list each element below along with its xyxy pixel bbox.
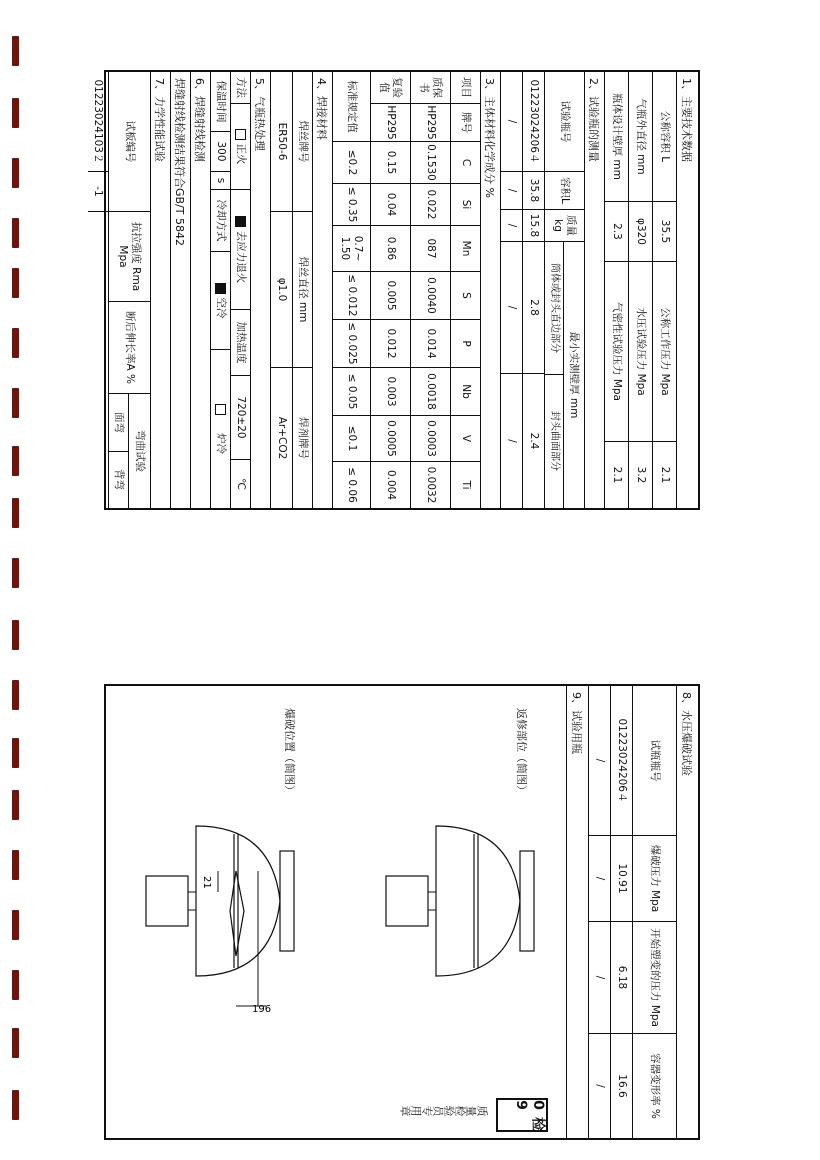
- bottle-foot-ring: [520, 851, 534, 951]
- burst-col-yield: 开始塑变的压力 Mpa: [633, 922, 676, 1034]
- mech-col-elongation: 断后伸长率A %: [109, 302, 150, 394]
- binding-mark: [12, 328, 19, 358]
- binding-mark: [12, 446, 19, 476]
- burst-row: [588, 686, 610, 1138]
- chem-head: 牌号: [451, 104, 480, 142]
- binding-mark: [12, 970, 19, 1000]
- thickness-cylinder: 2.8: [523, 242, 544, 374]
- section-5-title-text: 5、气瓶热处理: [253, 78, 267, 151]
- burst-crack: [230, 871, 244, 956]
- chem-cell: HP295: [371, 104, 410, 142]
- chem-head: Si: [451, 184, 480, 226]
- hold-time-label: 保温时间: [211, 72, 230, 132]
- chem-std: ≤0.2: [333, 142, 370, 184]
- spec-label: 气瓶外直径 mm: [629, 72, 652, 202]
- spec-label: 公称容积 L: [653, 72, 676, 202]
- hold-time-unit: s: [211, 172, 230, 190]
- chem-cell: 0.004: [384, 469, 397, 501]
- bottle-no: /: [501, 72, 522, 172]
- section-2-title: [584, 72, 604, 508]
- chem-cell: 0.012: [371, 320, 410, 368]
- chem-cell: 0.04: [371, 184, 410, 226]
- burst-header-row: [632, 686, 676, 1138]
- binding-mark: [12, 388, 19, 418]
- binding-mark: [12, 268, 19, 298]
- burst-location-sketch: [138, 816, 328, 1036]
- burst-row: [610, 686, 632, 1138]
- section-3-title-text: 3、主体材料化学成分 %: [483, 78, 497, 198]
- chem-head: V: [451, 416, 480, 462]
- heat-temp-value: 720±20: [231, 376, 250, 460]
- weld-wire-dia: φ1.0: [271, 212, 292, 368]
- checkbox-empty-icon: [215, 404, 226, 415]
- weld-flux: Ar+CO2: [275, 416, 288, 460]
- dimension-label-21: 21: [201, 876, 212, 889]
- radiography-result-text: 焊缝射线检测结果符合GB/T 5842: [173, 78, 187, 246]
- spec-value: 35.5: [653, 202, 676, 262]
- chem-row: [410, 72, 450, 508]
- volume: /: [501, 172, 522, 210]
- mass: /: [501, 210, 522, 242]
- weld-row: [270, 72, 292, 508]
- burst-pressure: /: [589, 836, 610, 922]
- spec-value: 3.2: [634, 466, 647, 484]
- chem-head: 项目: [451, 72, 480, 104]
- binding-mark: [12, 498, 19, 528]
- burst-col-pressure: 爆破压力 Mpa: [633, 836, 676, 922]
- chem-head: S: [451, 272, 480, 320]
- bottle-valve-guard: [146, 876, 188, 926]
- checkbox-empty-icon: [235, 129, 246, 140]
- section-2-title-text: 2、试验瓶的测量: [587, 78, 601, 162]
- chem-std: 0.7~ 1.50: [333, 226, 370, 272]
- section-4-title-text: 4、焊接材料: [315, 78, 329, 140]
- inspector-stamp: [118, 1094, 548, 1134]
- chem-std: ≤ 0.05: [333, 368, 370, 416]
- chem-head: Mn: [451, 226, 480, 272]
- chem-cell: 0.86: [371, 226, 410, 272]
- weld-wire-grade-head: 焊丝牌号: [293, 72, 312, 212]
- mech-col-back-bend: 背弯: [113, 469, 126, 490]
- burst-col-no: 试瓶瓶号: [633, 686, 676, 836]
- chem-cell: 0.005: [371, 272, 410, 320]
- spec-row: [604, 72, 628, 508]
- heat-option-stress-relief-label: 去应力退火: [234, 230, 247, 284]
- binding-mark: [12, 620, 19, 650]
- spec-row: [652, 72, 676, 508]
- cooling-air: [211, 252, 230, 350]
- section-3-title: [480, 72, 500, 508]
- mech-row: [88, 72, 108, 508]
- section-7-title-text: 7、力学性能试验: [153, 78, 167, 162]
- chem-cell: 质保书: [411, 72, 450, 104]
- cooling-furnace-label: 炉冷: [214, 433, 227, 454]
- binding-mark: [12, 738, 19, 768]
- measure-row: [500, 72, 522, 508]
- chem-std-label: 标准规定值: [333, 72, 370, 142]
- mech-col-bend: 弯曲试验: [128, 394, 150, 508]
- test-report-right-panel: [104, 684, 700, 1140]
- repair-location-sketch: [378, 816, 548, 1026]
- chem-cell: 0.0032: [424, 466, 437, 504]
- spec-value: 2.1: [610, 466, 623, 484]
- section-9-title: [566, 686, 588, 1138]
- weld-flux-head: 焊剂牌号: [296, 417, 309, 459]
- dimension-label-196: 196: [252, 1004, 272, 1015]
- spec-row: [628, 72, 652, 508]
- section-6-title: [190, 72, 210, 508]
- rotated-report-page: [92, 70, 700, 1140]
- binding-mark: [12, 218, 19, 248]
- cooling-air-label: 空冷: [214, 297, 227, 319]
- chem-cell: 0.0040: [411, 272, 450, 320]
- chem-cell: 0.003: [371, 368, 410, 416]
- bottle-valve: [428, 892, 436, 910]
- burst-deform: /: [593, 1084, 606, 1088]
- bottle-valve-guard: [386, 876, 428, 926]
- binding-mark: [12, 558, 19, 588]
- section-9-title-text: 9、试验用瓶: [570, 692, 584, 754]
- col-volume: 容积L: [545, 172, 584, 210]
- repair-location-label: 返修部位（简图）: [515, 708, 528, 796]
- burst-yield: 6.18: [611, 922, 632, 1034]
- thickness-head: /: [505, 439, 518, 443]
- cooling-furnace: [211, 350, 230, 508]
- chem-std: ≤ 0.35: [333, 184, 370, 226]
- mech-col-bend-group: [109, 394, 150, 508]
- chem-head: C: [451, 142, 480, 184]
- bottle-valve: [188, 892, 196, 910]
- weld-wire-dia-head: 焊丝直径 mm: [293, 212, 312, 368]
- chem-head: Ti: [459, 480, 472, 490]
- chem-cell: 087: [411, 226, 450, 272]
- section-1-title: [676, 72, 698, 508]
- heat-method-row: [230, 72, 250, 508]
- measure-row: [522, 72, 544, 508]
- binding-mark: [12, 98, 19, 128]
- mech-col-strength: 抗拉强度 Rma Mpa: [109, 212, 150, 302]
- heat-temp-unit: ℃: [234, 478, 247, 490]
- binding-mark: [12, 850, 19, 880]
- checkbox-filled-icon: [215, 283, 226, 294]
- binding-mark: [12, 910, 19, 940]
- inspector-stamp-text: 质量检验员专用章: [400, 1104, 488, 1117]
- bottle-no: 01223024206４: [523, 72, 544, 172]
- inspector-stamp-badge: 检09: [496, 1098, 548, 1132]
- weld-header-row: [292, 72, 312, 508]
- col-thickness-head: 封头曲面部分: [549, 411, 561, 471]
- chem-cell: 0.0003: [411, 416, 450, 462]
- chem-head: Nb: [451, 368, 480, 416]
- heat-option-stress-relief: [231, 190, 250, 310]
- chem-std: ≤ 0.025: [333, 320, 370, 368]
- chem-cell: 0.0018: [411, 368, 450, 416]
- section-8-title-text: 8、水压爆破试验: [680, 692, 694, 776]
- chem-cell: 0.15: [371, 142, 410, 184]
- col-bottle-no: 试验瓶号: [545, 72, 584, 172]
- heat-option-normalize-label: 正火: [234, 143, 247, 165]
- heat-option-normalize: [231, 104, 250, 190]
- section-6-title-text: 6、焊缝射线检测: [193, 78, 207, 162]
- binding-mark: [12, 680, 19, 710]
- chem-cell: 0.022: [411, 184, 450, 226]
- chem-std-row: [332, 72, 370, 508]
- burst-pressure: 10.91: [611, 836, 632, 922]
- chem-std: ≤ 0.06: [345, 467, 358, 503]
- chem-cell: 0.1530: [411, 142, 450, 184]
- measure-header-row: [544, 72, 584, 508]
- binding-mark: [12, 36, 19, 66]
- mech-header-row: [108, 72, 150, 508]
- test-report-left-panel: [92, 70, 700, 510]
- section-1-title-text: 1、主要技术数据: [680, 78, 694, 162]
- burst-yield: /: [589, 922, 610, 1034]
- spec-label: 水压试验压力 Mpa: [629, 262, 652, 442]
- checkbox-filled-icon: [235, 216, 246, 227]
- burst-location-label: 爆破位置（简图）: [283, 708, 296, 796]
- thickness-cylinder: /: [501, 242, 522, 374]
- chem-row: [370, 72, 410, 508]
- plate-suffix: -1: [88, 172, 108, 212]
- volume: 35.8: [523, 172, 544, 210]
- spec-value: φ320: [629, 202, 652, 262]
- burst-deform: 16.6: [615, 1074, 628, 1098]
- chem-cell: 0.014: [411, 320, 450, 368]
- chem-std: ≤0.1: [333, 416, 370, 462]
- col-thickness-cylinder: 筒体或封头直边部分: [545, 242, 564, 375]
- heat-method-label: 方法: [231, 72, 250, 104]
- section-5-title: [250, 72, 270, 508]
- weld-wire-grade: ER50-6: [271, 72, 292, 212]
- binding-mark: [12, 158, 19, 188]
- chem-cell: 复验值: [371, 72, 410, 104]
- binding-mark: [12, 790, 19, 820]
- bottle-foot-ring: [280, 851, 294, 951]
- col-mass: 质量 kg: [545, 210, 584, 242]
- chem-std: ≤ 0.012: [333, 272, 370, 320]
- section-7-title: [150, 72, 170, 508]
- binding-mark: [12, 1028, 19, 1058]
- heat-temp-label: 加热温度: [231, 310, 250, 376]
- chem-head: P: [451, 320, 480, 368]
- radiography-result: [170, 72, 190, 508]
- burst-bottle-no: /: [589, 686, 610, 836]
- mech-col-no: 试板编号: [109, 72, 150, 212]
- mech-col-face-bend: 面弯: [109, 394, 129, 452]
- col-thickness: 最小实测壁厚 mm: [563, 242, 584, 508]
- heat-time-row: [210, 72, 230, 508]
- chem-cell: 0.0005: [371, 416, 410, 462]
- section-4-title: [312, 72, 332, 508]
- plate-no: 01223024103２: [88, 72, 108, 172]
- chem-cell: HP295: [411, 104, 450, 142]
- hold-time-value: 300: [211, 132, 230, 172]
- mass: 15.8: [523, 210, 544, 242]
- spec-label: 气密性试验压力 Mpa: [605, 262, 628, 442]
- col-thickness-group: [545, 242, 584, 508]
- cooling-label: 冷却方式: [211, 190, 230, 252]
- spec-value: 2.1: [658, 466, 671, 484]
- section-8-title: [676, 686, 698, 1138]
- spec-label: 公称工作压力 Mpa: [653, 262, 676, 442]
- spec-value: 2.3: [605, 202, 628, 262]
- burst-bottle-no: 01223024206４: [611, 686, 632, 836]
- burst-col-deform: 容器变形率 %: [648, 1053, 661, 1119]
- thickness-head: 2.4: [527, 432, 540, 450]
- binding-mark: [12, 1090, 19, 1120]
- spec-label: 瓶体设计壁厚 mm: [605, 72, 628, 202]
- chem-header-row: [450, 72, 480, 508]
